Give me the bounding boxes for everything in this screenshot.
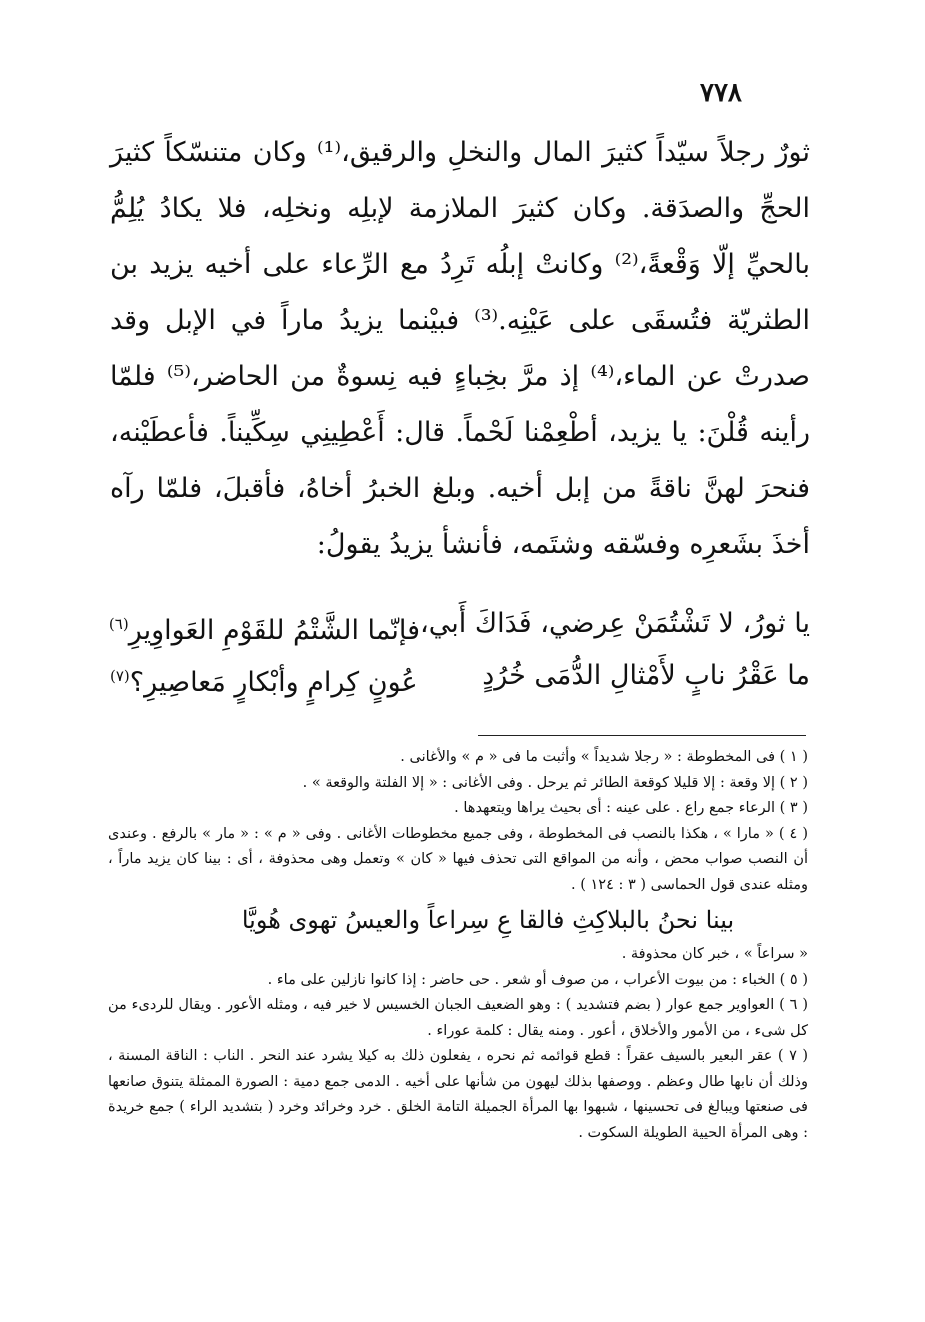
poem [110,598,810,702]
footnotes [108,745,808,1146]
footnote-7: ( ٧ ) عقر البعير بالسيف عقراً : قطع قوائمه ثم نحره ، يفعلون ذلك به كيلا يشرد عند النحر . الناب : الناقة المسنة ، وذلك أن نابها طال وعظم . ووصفها بذلك ليهون من شأنها على أخيه . الدمى جمع دمية : الصورة الممثلة يتنوق صانعها فى صنعتها ويبالغ فى تحسينها ، شبهوا بها المرأة الجميلة التامة الخلق . خرد وخرائد وخرد ( بتشديد الراء ) جمع خريدة : وهى المرأة الحيية الطويلة السكوت . [108,1048,808,1141]
footnote-5: ( ٥ ) الخباء : من بيوت الأعراب ، من صوف أو شعر . حى حاضر : إذا كانوا نازلين على ماء . [267,971,808,988]
poem-line-2-second-hemistich [110,650,418,702]
footnote-3: ( ٣ ) الرعاء جمع راع . على عينه : أى بحيث يراها ويتعهدها . [454,800,808,816]
poem-line-1-first-hemistich: يا ثورُ، لا تَشْتُمَنْ عِرضي، فَدَاكَ أَبي، [420,608,810,639]
footnote-1: ( ١ ) فى المخطوطة : « رجلا شديداً » وأثبت ما فى « م » والأغانى . [400,749,808,765]
poem-line-2-second-text: عُونٍ كِرامٍ وأبْكارٍ مَعاصِيرِ؟ [129,667,418,698]
footnote-2: ( ٢ ) إلا وقعة : إلا قليلا كوقعة الطائر ثم يرحل . وفى الأغانى : « إلا الفلتة والوقعة » . [302,774,808,791]
poem-line-1 [110,598,810,650]
poem-line-1-second-hemistich [109,598,420,650]
footnote-4: ( ٤ ) « مارا » ، هكذا بالنصب فى المخطوطة ، وفى جميع مخطوطات الأغانى . وفى « م » : « مار » بالرفع . وعندى أن النصب صواب محض ، وأنه من المواقع التى تحذف فيها « كان » وتعمل وهى محذوفة ، أى : بينا كان يزيد ماراً ، ومثله عندى قول الحماسى ( ٣ : ١٢٤ ) . [108,825,808,893]
poem-line-2-first-hemistich: ما عَقْرُ نابٍ لأَمْثالِ الدُّمَى خُرُدٍ [482,660,810,691]
footnote-verse: بينا نحنُ بالبلاكِثِ فالقا عِ سِراعاً والعيسُ تهوى هُويَّا [241,906,735,934]
footnote-divider [478,735,806,736]
poem-line-2 [110,650,810,702]
footnote-4-cont: « سراعاً » ، خبر كان محذوفة . [621,946,808,962]
poem-line-2-footnote-ref: (٧) [110,667,130,685]
poem-line-1-footnote-ref: (٦) [108,615,129,633]
page-number: ٧٧٨ [700,78,742,108]
body-paragraph: ثورٌ رجلاً سيّداً كثيرَ المال والنخلِ والرقيق،⁽¹⁾ وكان متنسّكاً كثيرَ الحجِّ والصدَقة. وكان كثيرَ الملازمة لإبلِه ونخلِه، فلا يكادُ يُلِمُّ بالحيِّ إلّا وَقْعةً،⁽²⁾ وكانتْ إبلُه تَرِدُ مع الرِّعاء على أخيه يزيد بن الطثريّة فتُسقَى على عَيْنِه.⁽³⁾ فبيْنما يزيدُ ماراً في الإبل وقد صدرتْ عن الماء،⁽⁴⁾ إذ مرَّ بخِباءٍ فيه نِسوةٌ من الحاضر،⁽⁵⁾ فلمّا رأينه قُلْنَ: يا يزيد، أطْعِمْنا لَحْماً. قال: أَعْطِينِي سِكِّيناً. فأعطَيْنه، فنحرَ لهنَّ ناقةً من إبل أخيه. وبلغ الخبرُ أخاهُ، فأقبلَ، فلمّا رآه أخذَ بشَعرِه وفسّقه وشتَمه، فأنشأ يزيدُ يقولُ: [110,137,810,560]
footnote-6: ( ٦ ) العواوير جمع عوار ( بضم فتشديد ) : وهو الضعيف الجبان الخسيس لا خير فيه ، ومثله الأعور . ويقال للردىء من كل شىء ، من الأمور والأخلاق ، أعور . ومنه يقال : كلمة عوراء . [108,997,808,1039]
poem-line-1-second-text: فإنّما الشَّتْمُ للقَوْمِ العَواوِيرِ [128,615,421,646]
